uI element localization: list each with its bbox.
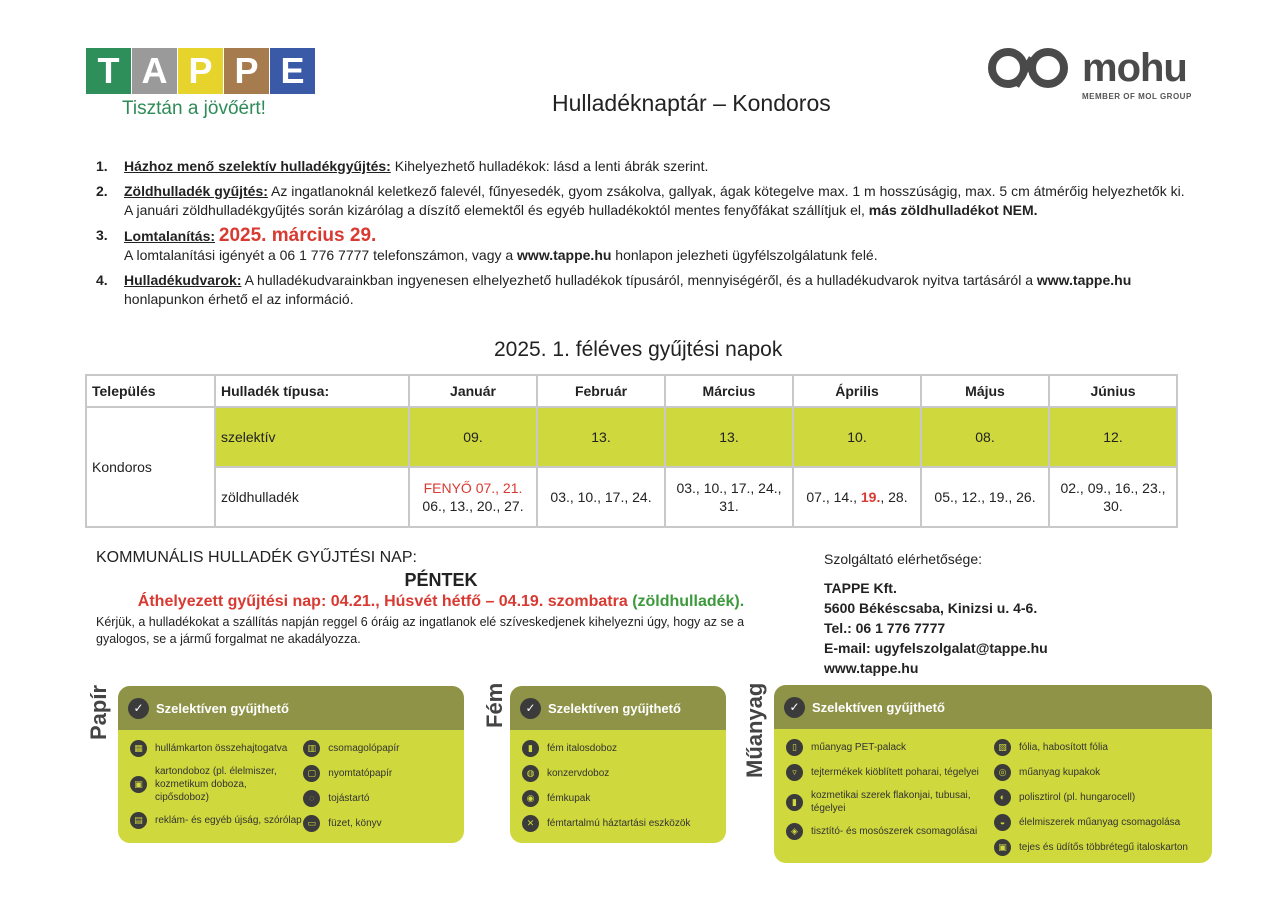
card-header <box>510 686 726 730</box>
column-header: Település <box>86 375 215 407</box>
detergent-icon: ◈ <box>786 823 803 840</box>
mohu-logo <box>986 46 1198 106</box>
table-row-green-waste <box>86 467 1177 527</box>
check-icon: ✓ <box>128 698 149 719</box>
info-text: Kihelyezhető hulladékok: lásd a lenti ábrák szerint. <box>390 158 709 174</box>
list-item: ◐ polisztirol (pl. hungarocell) <box>994 789 1202 806</box>
communal-day: PÉNTEK <box>404 570 478 590</box>
date-text: 07., 14., <box>806 489 861 505</box>
waste-type-cell: zöldhulladék <box>215 467 409 527</box>
date-text: , 28. <box>880 489 908 505</box>
info-label: Lomtalanítás: <box>124 228 216 244</box>
communal-note: Kérjük, a hulladékokat a szállítás napján reggel 6 óráig az ingatlanok elé szíveskedjenek kihelyezni úgy, hogy az se a gyalogos, se a jármű forgalmat ne akadályozza. <box>96 615 745 646</box>
list-item: ▧ fólia, habosított fólia <box>994 739 1202 756</box>
paper-label: Papír <box>86 684 111 740</box>
column-header: Március <box>665 375 793 407</box>
info-number: 3. <box>96 227 108 243</box>
date-text: 06., 13., 20., 27. <box>422 498 524 514</box>
page-title: Hulladéknaptár – Kondoros <box>552 90 831 116</box>
list-item: ◉ fémkupak <box>522 790 716 807</box>
tin-icon: ◍ <box>522 765 539 782</box>
info-label: Házhoz menő szelektív hulladékgyűjtés: <box>124 158 391 174</box>
contact-email: E-mail: ugyfelszolgalat@tappe.hu <box>824 640 1048 656</box>
date-cell: 05., 12., 19., 26. <box>921 467 1049 527</box>
info-list <box>96 157 1196 315</box>
check-icon: ✓ <box>784 697 805 718</box>
date-cell: 13. <box>665 407 793 467</box>
moved-collection-notice <box>96 593 786 611</box>
tappe-letter: T <box>86 48 131 94</box>
contact-phone: Tel.: 06 1 776 7777 <box>824 620 946 636</box>
tappe-letter: E <box>270 48 315 94</box>
column-header: Április <box>793 375 921 407</box>
list-item: ◒ élelmiszerek műanyag csomagolása <box>994 814 1202 831</box>
metal-label: Fém <box>482 682 507 728</box>
plastic-card <box>774 685 1212 863</box>
pine-date: FENYŐ 07., 21. <box>423 480 523 496</box>
plastic-cap-icon: ◎ <box>994 764 1011 781</box>
column-header: Február <box>537 375 665 407</box>
mohu-wordmark: mohu <box>1082 46 1187 90</box>
card-header-text: Szelektíven gyűjthető <box>156 700 289 716</box>
column-header: Június <box>1049 375 1177 407</box>
contact-address: 5600 Békéscsaba, Kinizsi u. 4-6. <box>824 600 1038 616</box>
bottle-cap-icon: ◉ <box>522 790 539 807</box>
contact-section <box>824 549 1048 678</box>
egg-carton-icon: ◌ <box>303 790 320 807</box>
settlement-cell: Kondoros <box>86 407 215 527</box>
moved-date: 19. <box>860 489 881 505</box>
tappe-letters <box>86 48 318 94</box>
box-icon: ▣ <box>130 776 147 793</box>
can-icon: ▮ <box>522 740 539 757</box>
plastic-label: Műanyag <box>742 682 767 778</box>
date-cell: 08. <box>921 407 1049 467</box>
contact-website: www.tappe.hu <box>824 660 919 676</box>
info-item-green-waste <box>96 182 1196 220</box>
website-link[interactable]: www.tappe.hu <box>517 247 612 263</box>
list-item: ◌ tojástartó <box>303 790 454 807</box>
date-cell: 10. <box>793 407 921 467</box>
list-item: ✕ fémtartalmú háztartási eszközök <box>522 815 716 832</box>
contact-company: TAPPE Kft. <box>824 580 897 596</box>
date-cell: 12. <box>1049 407 1177 467</box>
info-item-selective <box>96 157 1196 176</box>
info-number: 4. <box>96 272 108 288</box>
date-cell: 09. <box>409 407 537 467</box>
yogurt-cup-icon: ▿ <box>786 764 803 781</box>
pet-bottle-icon: ▯ <box>786 739 803 756</box>
list-item: ▦ hullámkarton összehajtogatva <box>130 740 303 757</box>
date-cell: 02., 09., 16., 23., 30. <box>1049 467 1177 527</box>
list-item: ◎ műanyag kupakok <box>994 764 1202 781</box>
list-item: ▣ tejes és üdítős többrétegű italoskarton <box>994 839 1202 856</box>
mohu-emblem-icon <box>986 46 1076 96</box>
date-cell: 03., 10., 17., 24., 31. <box>665 467 793 527</box>
list-item: ▯ műanyag PET-palack <box>786 739 994 756</box>
list-item: ▢ nyomtatópapír <box>303 765 454 782</box>
list-item: ▤ reklám- és egyéb újság, szórólap <box>130 812 303 829</box>
moved-text: Áthelyezett gyűjtési nap: 04.21., Húsvét hétfő – 04.19. szombatra <box>137 593 633 610</box>
info-text: A lomtalanítási igényét a 06 1 776 7777 telefonszámon, vagy a <box>124 247 518 263</box>
book-icon: ▭ <box>303 815 320 832</box>
newspaper-icon: ▤ <box>130 812 147 829</box>
list-item: ◍ konzervdoboz <box>522 765 716 782</box>
metal-card <box>510 686 726 843</box>
carton-icon: ▣ <box>994 839 1011 856</box>
tappe-tagline: Tisztán a jövőért! <box>122 98 266 119</box>
date-cell: 13. <box>537 407 665 467</box>
food-packaging-icon: ◒ <box>994 814 1011 831</box>
waste-type-cell: szelektív <box>215 407 409 467</box>
column-header: Május <box>921 375 1049 407</box>
cosmetic-bottle-icon: ▮ <box>786 794 803 811</box>
tappe-logo <box>86 48 318 122</box>
info-item-bulk-waste <box>96 226 1196 265</box>
info-label: Hulladékudvarok: <box>124 272 242 288</box>
mohu-subtitle: MEMBER OF MOL GROUP <box>1082 92 1192 101</box>
list-item: ▣ kartondoboz (pl. élelmiszer, kozmetikum doboza, cipősdoboz) <box>130 765 303 804</box>
wrapping-paper-icon: ▥ <box>303 740 320 757</box>
info-item-waste-yards <box>96 271 1196 309</box>
website-link[interactable]: www.tappe.hu <box>1036 272 1132 288</box>
table-header-row <box>86 375 1177 407</box>
card-header-text: Szelektíven gyűjthető <box>548 700 681 716</box>
tools-icon: ✕ <box>522 815 539 832</box>
card-header <box>774 685 1212 729</box>
info-text: honlapon jelezheti ügyfélszolgálatunk felé. <box>611 247 878 263</box>
communal-waste-section <box>96 549 796 648</box>
date-cell <box>409 467 537 527</box>
info-text: honlapunkon érhető el az információ. <box>124 291 354 307</box>
column-header: Hulladék típusa: <box>215 375 409 407</box>
date-cell: 03., 10., 17., 24. <box>537 467 665 527</box>
list-item: ◈ tisztító- és mosószerek csomagolásai <box>786 823 994 840</box>
card-header-text: Szelektíven gyűjthető <box>812 699 945 715</box>
bulk-waste-date: 2025. március 29. <box>218 225 377 246</box>
tappe-letter: P <box>224 48 269 94</box>
info-text: A hulladékudvarainkban ingyenesen elhelyezhető hulladékok típusáról, mennyiségéről, és a hulladékudvarok nyitva tartásáról a <box>241 272 1037 288</box>
moved-green-text: (zöldhulladék). <box>632 593 745 610</box>
info-number: 1. <box>96 158 108 174</box>
foil-icon: ▧ <box>994 739 1011 756</box>
card-header <box>118 686 464 730</box>
info-text-bold: más zöldhulladékot NEM. <box>868 202 1038 218</box>
list-item: ▮ fém italosdoboz <box>522 740 716 757</box>
tappe-letter: P <box>178 48 223 94</box>
paper-card <box>118 686 464 843</box>
list-item: ▮ kozmetikai szerek flakonjai, tubusai, tégelyei <box>786 789 994 815</box>
contact-label: Szolgáltató elérhetősége: <box>824 551 982 567</box>
info-label: Zöldhulladék gyűjtés: <box>124 183 268 199</box>
info-number: 2. <box>96 183 108 199</box>
list-item: ▭ füzet, könyv <box>303 815 454 832</box>
column-header: Január <box>409 375 537 407</box>
list-item: ▥ csomagolópapír <box>303 740 454 757</box>
polystyrene-icon: ◐ <box>994 789 1011 806</box>
schedule-table <box>85 374 1178 528</box>
communal-title: KOMMUNÁLIS HULLADÉK GYŰJTÉSI NAP: <box>96 549 417 566</box>
table-row-selective <box>86 407 1177 467</box>
date-cell <box>793 467 921 527</box>
tappe-letter: A <box>132 48 177 94</box>
cardboard-icon: ▦ <box>130 740 147 757</box>
list-item: ▿ tejtermékek kiöblített poharai, tégelyei <box>786 764 994 781</box>
schedule-title: 2025. 1. féléves gyűjtési napok <box>494 338 783 361</box>
info-text: Az ingatlanoknál keletkező falevél, fűnyesedék, gyom zsákolva, gallyak, ágak kötegelve max. 1 m hosszúságig, max. 5 cm átmérőig helyezhetők ki. A januári zöldhulladékgyűjtés során kizárólag a díszítő elemektől és egyéb hulladékoktól mentes fenyőfákat szállítjuk el, <box>124 183 1185 218</box>
check-icon: ✓ <box>520 698 541 719</box>
printer-paper-icon: ▢ <box>303 765 320 782</box>
